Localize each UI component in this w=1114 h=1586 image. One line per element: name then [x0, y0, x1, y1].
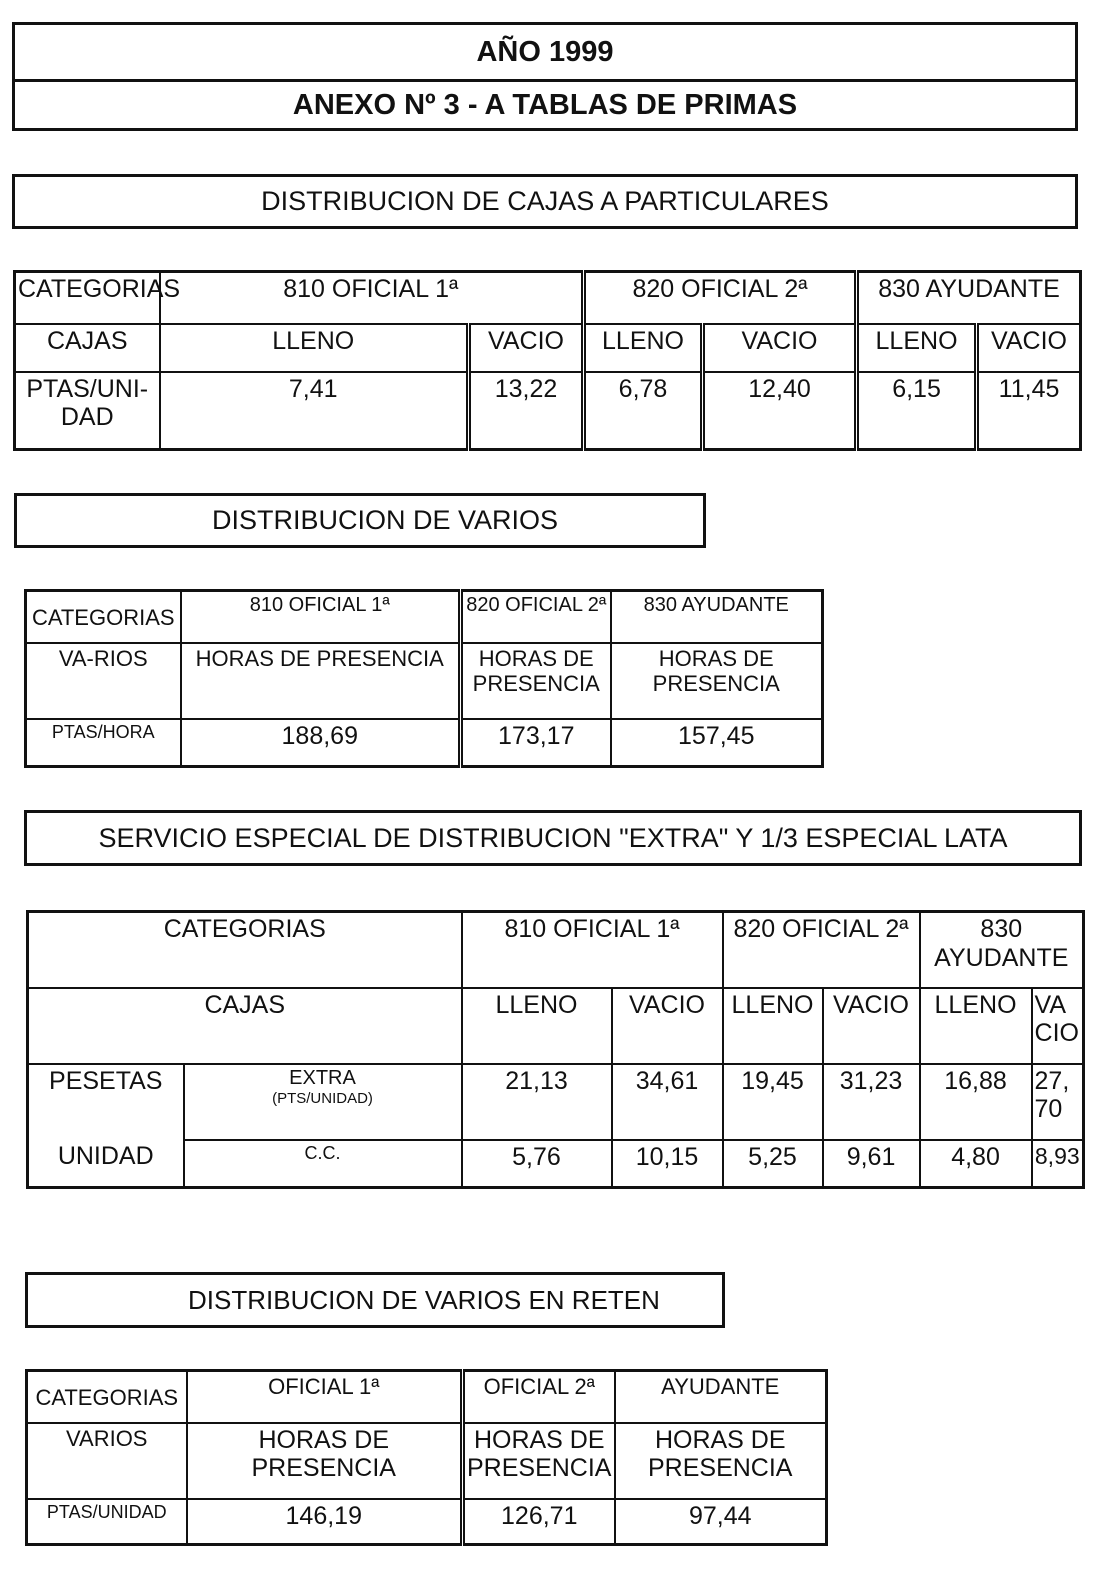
s3-cc-value-1: 10,15 [612, 1140, 723, 1188]
s3-vacio-3: VACIO [1032, 988, 1084, 1064]
s2-value-1: 173,17 [461, 719, 611, 767]
annex-header [12, 79, 1078, 131]
s3-cc-value-0: 5,76 [462, 1140, 612, 1188]
s2-varios-label: VA-RIOS [26, 643, 181, 719]
s3-extra-value-1: 34,61 [612, 1064, 723, 1140]
s3-row-cc [28, 1140, 1084, 1188]
s3-categorias-label: CATEGORIAS [28, 912, 462, 988]
s1-value-5: 11,45 [977, 372, 1081, 450]
s3-extra-value-2: 19,45 [723, 1064, 823, 1140]
s3-extra-value-0: 21,13 [462, 1064, 612, 1140]
s4-value-2: 97,44 [615, 1499, 827, 1545]
s3-vacio-2: VACIO [823, 988, 920, 1064]
s1-cat3: 830 AYUDANTE [857, 272, 1081, 324]
s3-extra-value-3: 31,23 [823, 1064, 920, 1140]
s1-vacio-1: VACIO [469, 324, 584, 372]
s1-lleno-2: LLENO [584, 324, 703, 372]
section3-title-box [24, 810, 1082, 866]
s1-lleno-3: LLENO [857, 324, 977, 372]
s2-row-categorias [26, 591, 823, 643]
section4-title: DISTRIBUCION DE VARIOS EN RETEN [188, 1284, 660, 1315]
s3-vacio-1: VACIO [612, 988, 723, 1064]
s1-lleno-1: LLENO [160, 324, 469, 372]
s4-varios-label: VARIOS [27, 1423, 187, 1499]
s3-lleno-1: LLENO [462, 988, 612, 1064]
s4-row-categorias [27, 1371, 827, 1423]
s4-horas-3: HORAS DE PRESENCIA [615, 1423, 827, 1499]
s1-vacio-3: VACIO [977, 324, 1081, 372]
s2-value-0: 188,69 [181, 719, 461, 767]
s3-extra-value-4: 16,88 [920, 1064, 1032, 1140]
s1-vacio-2: VACIO [703, 324, 857, 372]
s1-value-1: 13,22 [469, 372, 584, 450]
s1-cat2: 820 OFICIAL 2ª [584, 272, 857, 324]
s1-row-cajas [15, 324, 1081, 372]
s4-cat2: OFICIAL 2ª [463, 1371, 615, 1423]
s3-extra-label: EXTRA [289, 1066, 356, 1089]
year-title: AÑO 1999 [476, 35, 614, 68]
s3-cat1: 810 OFICIAL 1ª [462, 912, 723, 988]
s1-value-4: 6,15 [857, 372, 977, 450]
section1-title: DISTRIBUCION DE CAJAS A PARTICULARES [261, 186, 829, 216]
s4-ptas-label: PTAS/UNIDAD [27, 1499, 187, 1545]
section1-title-box [12, 174, 1078, 229]
s2-value-2: 157,45 [611, 719, 823, 767]
s1-value-2: 6,78 [584, 372, 703, 450]
s3-lleno-3: LLENO [920, 988, 1032, 1064]
s3-cc-value-3: 9,61 [823, 1140, 920, 1188]
s2-horas-2: HORAS DE PRESENCIA [461, 643, 611, 719]
s2-cat2: 820 OFICIAL 2ª [461, 591, 611, 643]
s3-unidad-label: UNIDAD [28, 1140, 184, 1188]
s3-cc-value-4: 4,80 [920, 1140, 1032, 1188]
s3-cc-value-2: 5,25 [723, 1140, 823, 1188]
s4-categorias-label: CATEGORIAS [27, 1371, 187, 1423]
section3-title: SERVICIO ESPECIAL DE DISTRIBUCION "EXTRA" Y 1/3 ESPECIAL LATA [98, 822, 1008, 853]
annex-title: ANEXO Nº 3 - A TABLAS DE PRIMAS [292, 88, 798, 121]
s1-row-ptas [15, 372, 1081, 450]
s3-row-categorias [28, 912, 1084, 988]
s2-horas-3: HORAS DE PRESENCIA [611, 643, 823, 719]
s2-row-ptas [26, 719, 823, 767]
s3-extra-sub: (PTS/UNIDAD) [272, 1089, 373, 1107]
s1-ptas-label: PTAS/UNI-DAD [15, 372, 160, 450]
section4-title-box [25, 1272, 725, 1328]
s1-value-0: 7,41 [160, 372, 469, 450]
section2-title-box [14, 493, 706, 548]
s3-pesetas-label: PESETAS [28, 1064, 184, 1140]
s2-cat1: 810 OFICIAL 1ª [181, 591, 461, 643]
s1-row-categorias [15, 272, 1081, 324]
s3-extra-cell [184, 1064, 462, 1140]
s1-categorias-label: CATEGORIAS [15, 272, 160, 324]
year-header [12, 22, 1078, 82]
s3-cat2: 820 OFICIAL 2ª [723, 912, 920, 988]
s3-cc-label: C.C. [184, 1140, 462, 1188]
section2-table [24, 589, 824, 768]
s2-ptas-label: PTAS/HORA [26, 719, 181, 767]
s3-extra-value-5: 27,70 [1032, 1064, 1084, 1140]
s3-cajas-label: CAJAS [28, 988, 462, 1064]
s3-cc-value-5: 8,93 [1032, 1140, 1084, 1188]
s4-cat1: OFICIAL 1ª [187, 1371, 463, 1423]
s4-value-0: 146,19 [187, 1499, 463, 1545]
s4-horas-2: HORAS DE PRESENCIA [463, 1423, 615, 1499]
s2-categorias-label: CATEGORIAS [26, 591, 181, 643]
s4-horas-1: HORAS DE PRESENCIA [187, 1423, 463, 1499]
section1-table [13, 270, 1082, 451]
s4-value-1: 126,71 [463, 1499, 615, 1545]
section4-table [25, 1369, 828, 1546]
s1-cat1: 810 OFICIAL 1ª [160, 272, 584, 324]
s2-row-varios [26, 643, 823, 719]
s4-cat3: AYUDANTE [615, 1371, 827, 1423]
s3-cat3: 830 AYUDANTE [920, 912, 1084, 988]
s3-row-extra [28, 1064, 1084, 1140]
s2-cat3: 830 AYUDANTE [611, 591, 823, 643]
s4-row-varios [27, 1423, 827, 1499]
s4-row-ptas [27, 1499, 827, 1545]
section2-title: DISTRIBUCION DE VARIOS [212, 505, 559, 535]
section3-table [26, 910, 1085, 1189]
s3-row-cajas [28, 988, 1084, 1064]
s2-horas-1: HORAS DE PRESENCIA [181, 643, 461, 719]
s1-value-3: 12,40 [703, 372, 857, 450]
s1-cajas-label: CAJAS [15, 324, 160, 372]
s3-lleno-2: LLENO [723, 988, 823, 1064]
